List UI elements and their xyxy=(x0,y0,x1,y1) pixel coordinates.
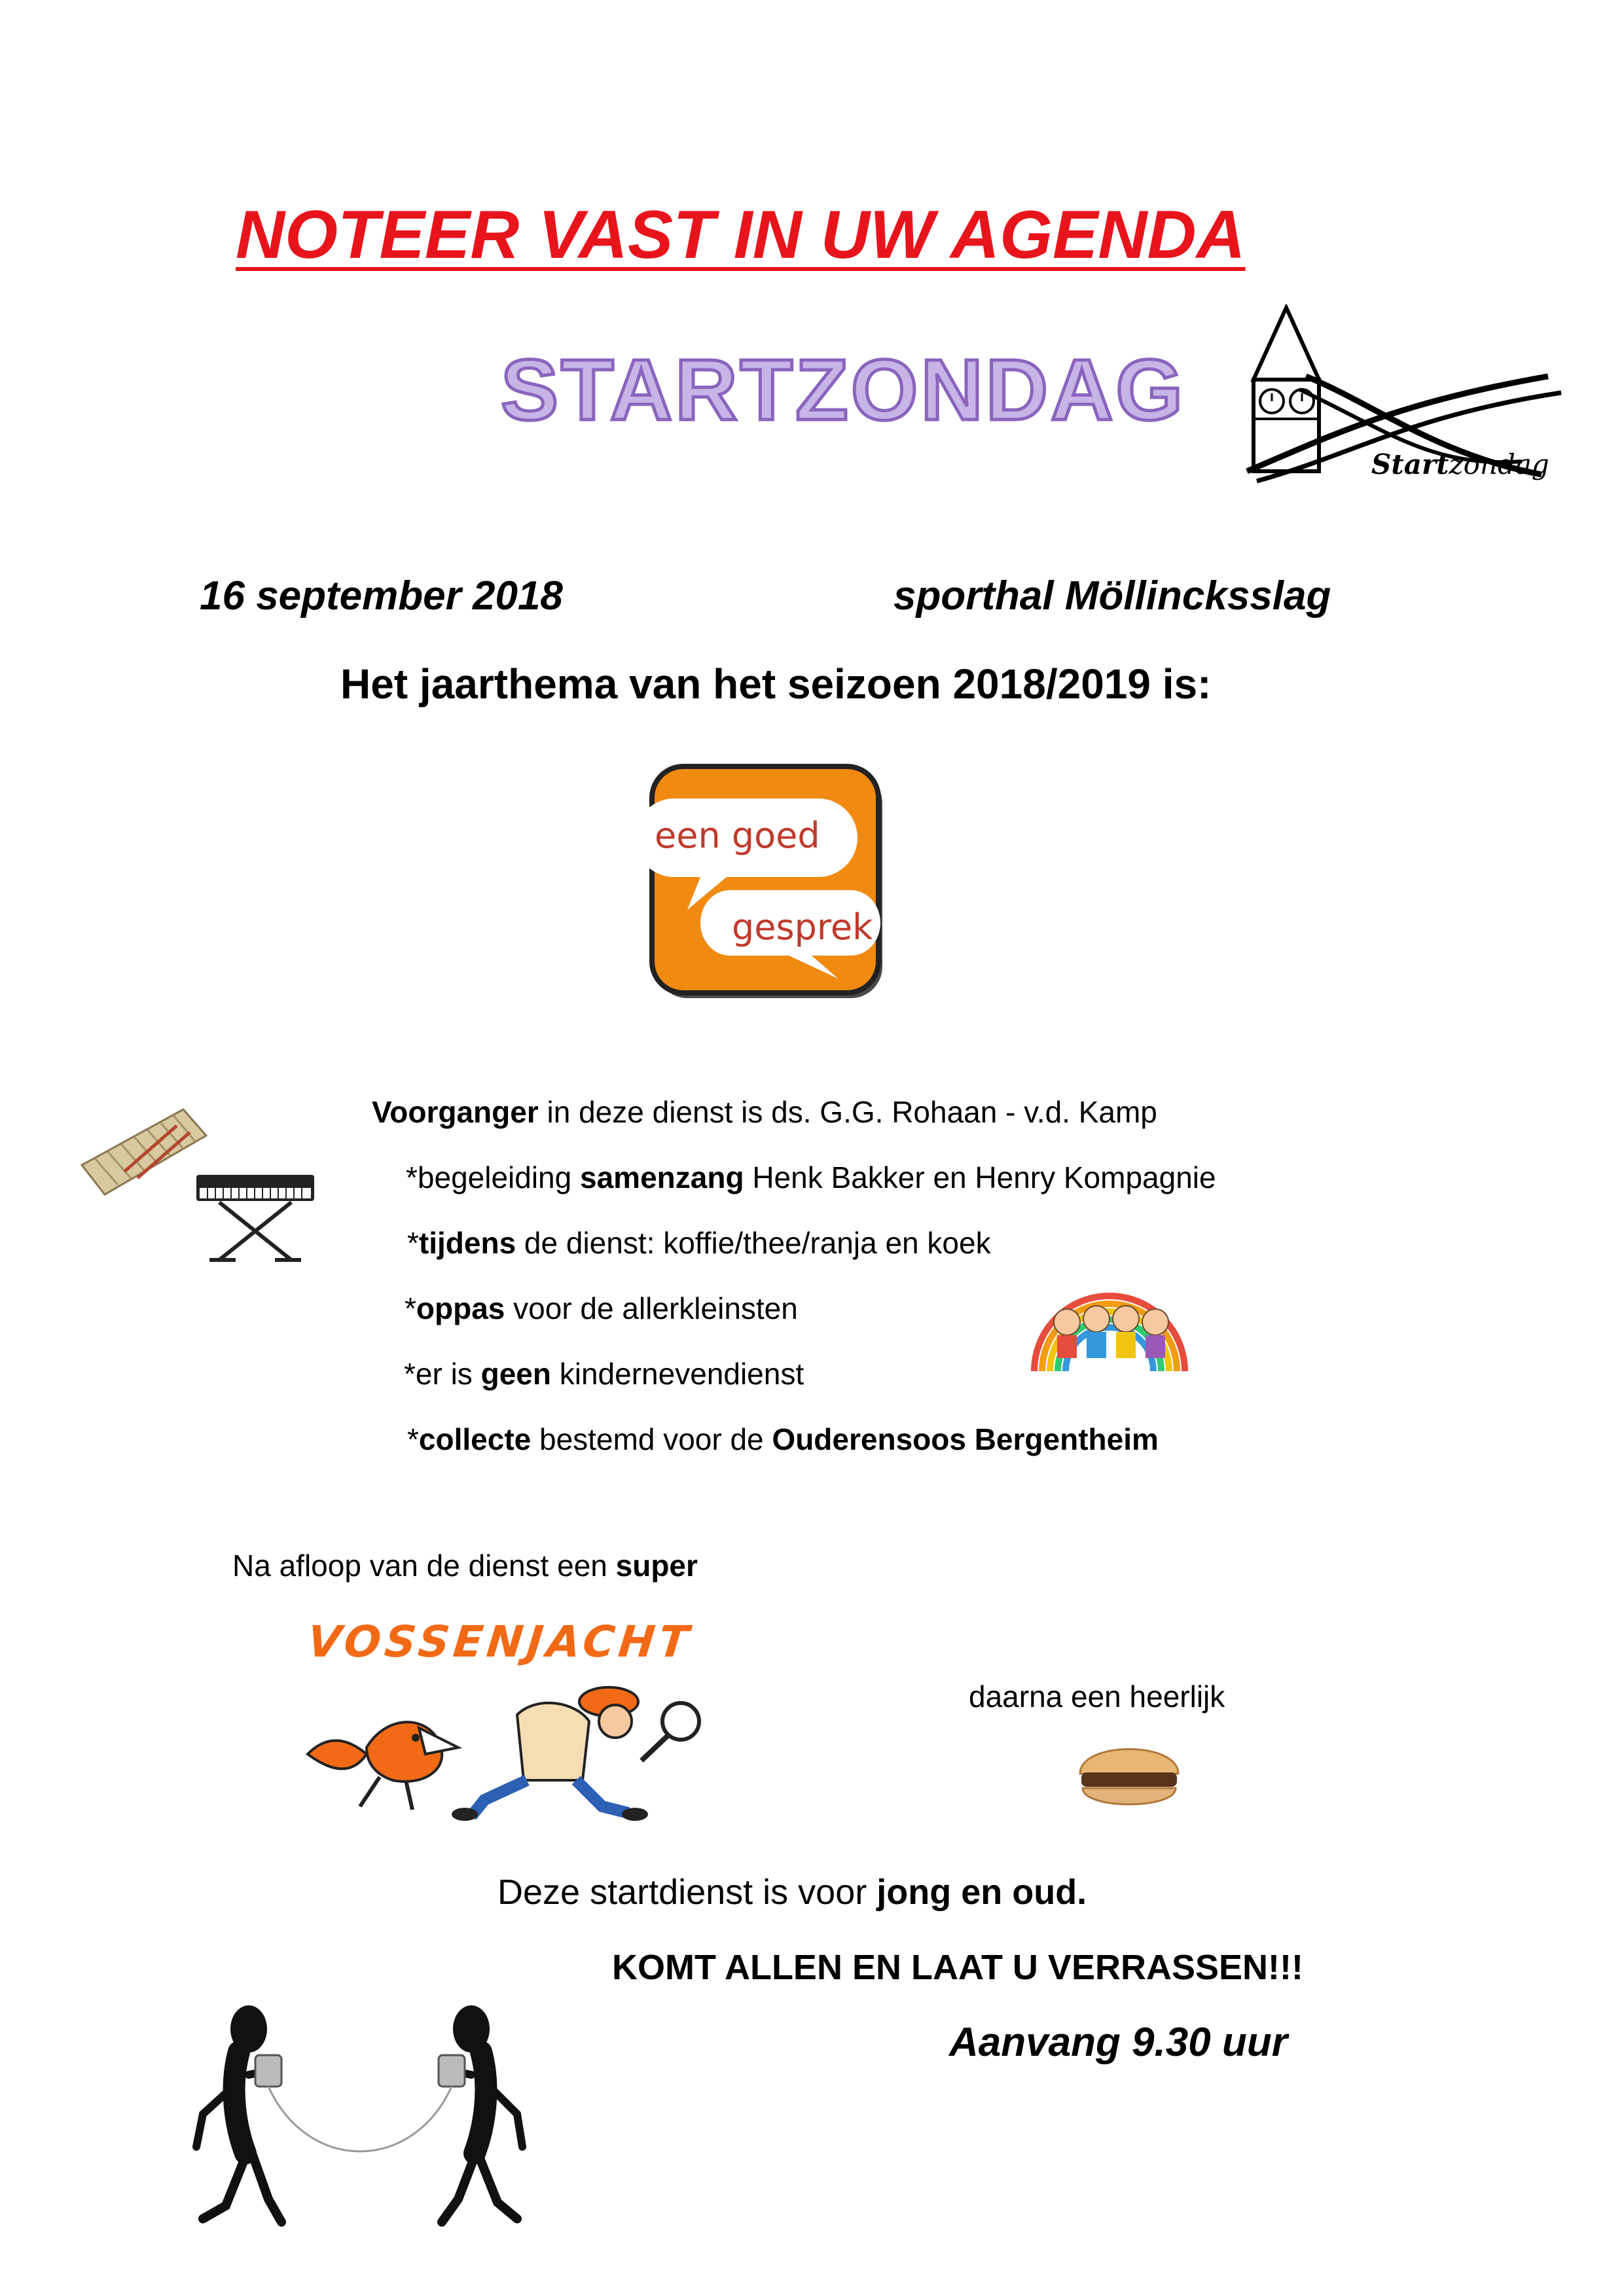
fox-hunt-image xyxy=(301,1676,720,1829)
event-venue: sporthal Möllincksslag xyxy=(893,573,1331,619)
begeleiding-prefix: *begeleiding xyxy=(406,1160,581,1194)
theme-logo-line2: gesprek xyxy=(732,906,873,948)
speech-bubbles-icon xyxy=(648,762,890,1005)
collecte-bold: collecte xyxy=(418,1422,532,1456)
invitation-line: KOMT ALLEN EN LAAT U VERRASSEN!!! xyxy=(612,1948,1303,1987)
page-title: NOTEER VAST IN UW AGENDA xyxy=(236,197,1246,273)
voorganger-label: Voorganger xyxy=(372,1095,539,1129)
event-date: 16 september 2018 xyxy=(200,573,563,619)
keyboard-icon xyxy=(193,1162,317,1266)
tijdens-bold: tijdens xyxy=(418,1226,516,1260)
after-service-text: Na afloop van de dienst een xyxy=(232,1549,616,1583)
burger-image xyxy=(1074,1728,1185,1823)
xylophone-icon xyxy=(79,1106,209,1198)
geen-text: kindernevendienst xyxy=(550,1357,804,1391)
tin-can-phone-image xyxy=(190,2003,530,2242)
collecte-recipient: Ouderensoos Bergentheim xyxy=(772,1422,1159,1456)
audience-bold: jong en oud. xyxy=(876,1873,1087,1912)
after-service-line xyxy=(232,1548,698,1583)
collecte-text: bestemd voor de xyxy=(531,1422,772,1456)
begeleiding-bold: samenzang xyxy=(580,1160,744,1194)
geen-line xyxy=(404,1356,804,1391)
keyboard-image xyxy=(193,1162,317,1270)
oppas-bold: oppas xyxy=(416,1291,505,1325)
audience-line xyxy=(497,1872,1087,1912)
oppas-prefix: * xyxy=(405,1291,416,1325)
oppas-line xyxy=(405,1291,798,1326)
startzondag-logo xyxy=(1240,304,1568,501)
children-rainbow-icon xyxy=(1028,1286,1191,1378)
fox-detective-icon xyxy=(301,1676,720,1826)
logo-wordmark-bold: Start xyxy=(1371,448,1449,480)
geen-bold: geen xyxy=(480,1357,551,1391)
geen-prefix: *er is xyxy=(404,1357,481,1391)
tijdens-text: de dienst: koffie/thee/ranja en koek xyxy=(516,1226,991,1260)
collecte-prefix: * xyxy=(407,1422,419,1456)
voorganger-line xyxy=(372,1094,1157,1130)
theme-logo xyxy=(648,762,890,1005)
begeleiding-line xyxy=(406,1160,1216,1195)
children-rainbow-image xyxy=(1028,1286,1191,1381)
hamburger-icon xyxy=(1074,1728,1185,1820)
after-service-bold: super xyxy=(615,1549,698,1583)
theme-intro: Het jaarthema van het seizoen 2018/2019 is: xyxy=(340,660,1212,708)
logo-wordmark-rest: zondag xyxy=(1449,448,1549,480)
tijdens-line xyxy=(407,1225,991,1261)
audience-text: Deze startdienst is voor xyxy=(497,1873,877,1912)
tijdens-prefix: * xyxy=(407,1226,419,1260)
xylophone-image xyxy=(79,1106,209,1201)
vossenjacht-heading: VOSSENJACHT xyxy=(304,1617,695,1667)
daarna-text: daarna een heerlijk xyxy=(969,1679,1225,1713)
collecte-line xyxy=(407,1422,1159,1457)
theme-logo-line1: een goed xyxy=(655,815,820,856)
start-time: Aanvang 9.30 uur xyxy=(949,2020,1288,2065)
logo-wordmark xyxy=(1371,448,1549,480)
voorganger-text: in deze dienst is ds. G.G. Rohaan - v.d. Kamp xyxy=(538,1095,1157,1129)
oppas-text: voor de allerkleinsten xyxy=(505,1291,798,1325)
tin-can-figures-icon xyxy=(190,2003,530,2238)
begeleiding-text: Henk Bakker en Henry Kompagnie xyxy=(744,1160,1216,1194)
event-name-heading: STARTZONDAG xyxy=(501,342,1186,438)
